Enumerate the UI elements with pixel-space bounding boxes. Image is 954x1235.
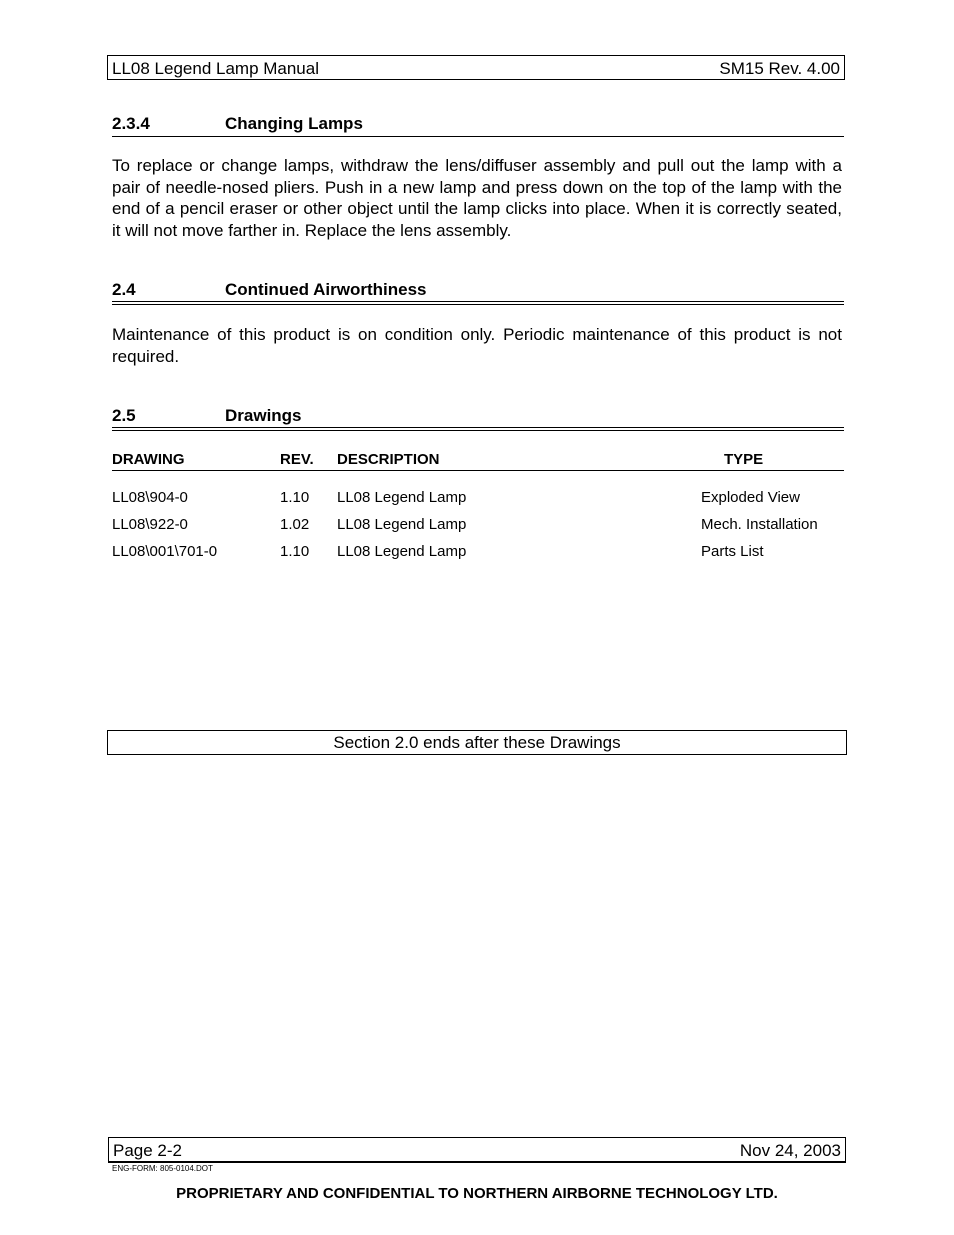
page-header — [107, 55, 845, 80]
form-id: ENG-FORM: 805-0104.DOT — [112, 1164, 213, 1173]
page-date: Nov 24, 2003 — [739, 1141, 841, 1160]
page-footer — [108, 1137, 846, 1163]
header-drawing: DRAWING — [112, 451, 185, 468]
cell-type: Mech. Installation — [701, 516, 818, 533]
section-number: 2.3.4 — [112, 114, 150, 133]
section-number: 2.4 — [112, 280, 136, 299]
section-body: Maintenance of this product is on condition only. Periodic maintenance of this product is not required. — [112, 325, 842, 366]
section-rule — [112, 427, 844, 431]
page-number: Page 2-2 — [113, 1141, 182, 1160]
cell-drawing: LL08\922-0 — [112, 516, 188, 533]
proprietary-notice: PROPRIETARY AND CONFIDENTIAL TO NORTHERN AIRBORNE TECHNOLOGY LTD. — [176, 1185, 778, 1202]
cell-drawing: LL08\001\701-0 — [112, 543, 218, 560]
cell-description: LL08 Legend Lamp — [337, 516, 467, 533]
cell-type: Exploded View — [701, 489, 800, 506]
section-number: 2.5 — [112, 406, 136, 425]
cell-description: LL08 Legend Lamp — [337, 489, 467, 506]
cell-rev: 1.10 — [280, 543, 310, 560]
section-title: Continued Airworthiness — [225, 280, 427, 299]
section-title: Drawings — [225, 406, 302, 425]
header-type: TYPE — [724, 451, 764, 468]
table-header-rule — [112, 470, 844, 471]
section-rule — [112, 301, 844, 305]
cell-drawing: LL08\904-0 — [112, 489, 188, 506]
header-description: DESCRIPTION — [337, 451, 440, 468]
section-title: Changing Lamps — [225, 114, 363, 133]
cell-rev: 1.02 — [280, 516, 310, 533]
cell-description: LL08 Legend Lamp — [337, 543, 467, 560]
section-rule — [112, 136, 844, 137]
section-body: To replace or change lamps, withdraw the lens/diffuser assembly and pull out the lamp with a pair of needle-nosed pliers. Push in a new lamp and press down on the top of the lamp with the end of a pencil eraser or other object until the lamp clicks into place. When it is correctly seated, it will not move farther in. Replace the lens assembly. — [112, 156, 842, 241]
manual-title: LL08 Legend Lamp Manual — [112, 59, 319, 78]
cell-rev: 1.10 — [280, 489, 310, 506]
header-rev: REV. — [280, 451, 314, 468]
manual-revision: SM15 Rev. 4.00 — [719, 59, 840, 78]
cell-type: Parts List — [701, 543, 764, 560]
section-end-note: Section 2.0 ends after these Drawings — [107, 730, 847, 755]
